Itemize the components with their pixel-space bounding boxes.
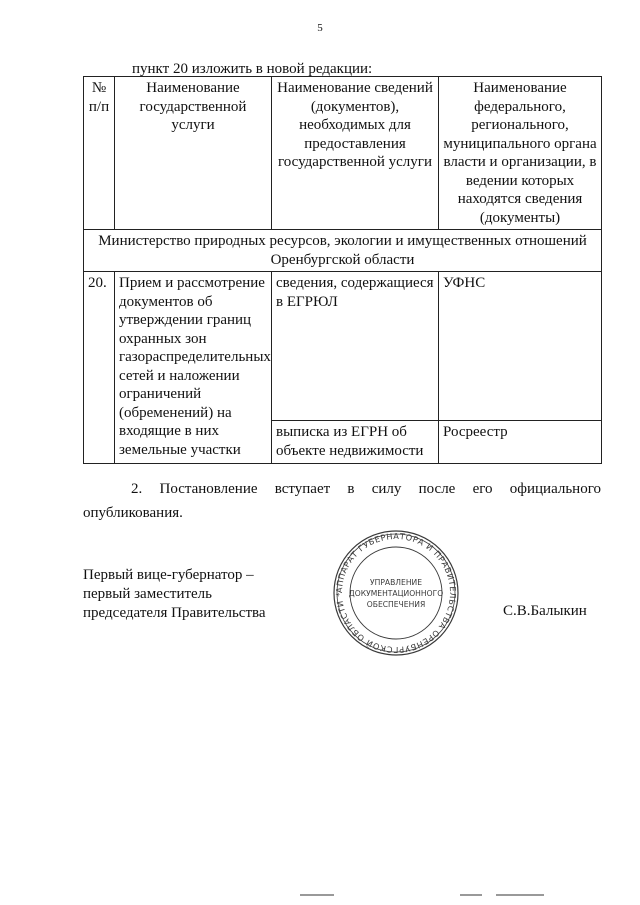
header-authority: Наименование федерального, регионального, муниципального органа власти и организации, в ведении которых находятся сведения (документы) — [439, 77, 602, 230]
effective-date-paragraph: 2. Постановление вступает в силу после его официального опубликования. — [83, 481, 601, 521]
row-service: Прием и рассмотрение документов об утверждении границ охранных зон газораспределительных сетей и наложении ограничений (обременений) на входящие в них земельные участки — [115, 272, 272, 464]
table-row — [84, 272, 602, 421]
header-number: № п/п — [84, 77, 115, 230]
seal-outer-text: АППАРАТ ГУБЕРНАТОРА И ПРАВИТЕЛЬСТВА ОРЕНБУРГСКОЙ ОБЛАСТИ * — [333, 530, 459, 656]
intro-text: пункт 20 изложить в новой редакции: — [132, 61, 373, 77]
ministry-name: Министерство природных ресурсов, экологии и имущественных отношений Оренбургской области — [84, 230, 602, 272]
seal-line-3: ОБЕСПЕЧЕНИЯ — [366, 600, 426, 609]
row-number: 20. — [84, 272, 115, 464]
services-table — [83, 76, 602, 464]
row-authority: Росреестр — [439, 421, 602, 464]
header-documents: Наименование сведений (документов), необходимых для предоставления государственной услуги — [272, 77, 439, 230]
page-number: 5 — [317, 22, 323, 34]
ministry-row — [84, 230, 602, 272]
row-authority: УФНС — [439, 272, 602, 421]
official-seal-stamp — [331, 528, 461, 658]
header-service: Наименование государственной услуги — [115, 77, 272, 230]
table-header-row — [84, 77, 602, 230]
row-document: сведения, содержащиеся в ЕГРЮЛ — [272, 272, 439, 421]
scan-edge-marks — [300, 892, 560, 898]
row-document: выписка из ЕГРН об объекте недвижимости — [272, 421, 439, 464]
signatory-role: Первый вице-губернатор – первый заместитель председателя Правительства — [83, 567, 266, 621]
signatory-name: С.В.Балыкин — [503, 603, 587, 619]
seal-line-2: ДОКУМЕНТАЦИОННОГО — [348, 589, 444, 598]
seal-line-1: УПРАВЛЕНИЕ — [369, 578, 423, 587]
